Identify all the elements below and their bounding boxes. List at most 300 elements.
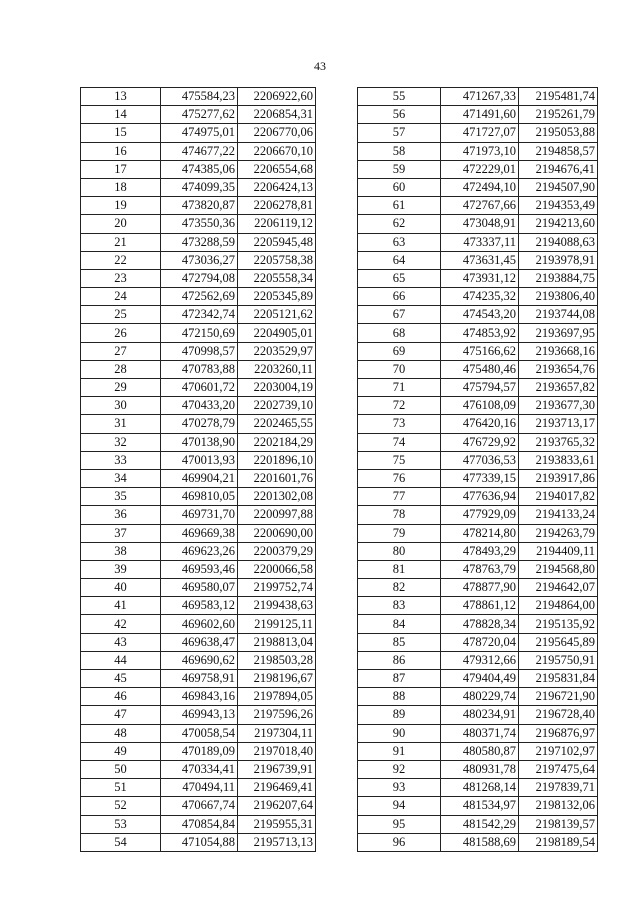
point-number-cell: 42 — [81, 615, 161, 633]
x-coordinate-cell: 470189,09 — [161, 742, 238, 760]
table-row — [81, 379, 316, 397]
y-coordinate-cell: 2195645,89 — [519, 633, 598, 651]
x-coordinate-cell: 473337,11 — [441, 233, 519, 251]
y-coordinate-cell: 2193713,17 — [519, 415, 598, 433]
y-coordinate-cell: 2197894,05 — [238, 688, 316, 706]
x-coordinate-cell: 473288,59 — [161, 233, 238, 251]
point-number-cell: 28 — [81, 360, 161, 378]
point-number-cell: 85 — [358, 633, 441, 651]
y-coordinate-cell: 2206554,68 — [238, 160, 316, 178]
point-number-cell: 34 — [81, 469, 161, 487]
point-number-cell: 79 — [358, 524, 441, 542]
x-coordinate-cell: 474853,92 — [441, 324, 519, 342]
table-row — [81, 670, 316, 688]
point-number-cell: 45 — [81, 670, 161, 688]
y-coordinate-cell: 2194409,11 — [519, 542, 598, 560]
x-coordinate-cell: 469843,16 — [161, 688, 238, 706]
point-number-cell: 82 — [358, 579, 441, 597]
x-coordinate-cell: 478720,04 — [441, 633, 519, 651]
x-coordinate-cell: 472150,69 — [161, 324, 238, 342]
y-coordinate-cell: 2193884,75 — [519, 269, 598, 287]
point-number-cell: 89 — [358, 706, 441, 724]
point-number-cell: 47 — [81, 706, 161, 724]
point-number-cell: 21 — [81, 233, 161, 251]
y-coordinate-cell: 2194507,90 — [519, 178, 598, 196]
y-coordinate-cell: 2195481,74 — [519, 88, 598, 106]
table-row — [81, 579, 316, 597]
x-coordinate-cell: 481542,29 — [441, 815, 519, 833]
table-row — [81, 342, 316, 360]
table-row — [358, 615, 598, 633]
y-coordinate-cell: 2196739,91 — [238, 760, 316, 778]
point-number-cell: 37 — [81, 524, 161, 542]
x-coordinate-cell: 469669,38 — [161, 524, 238, 542]
y-coordinate-cell: 2205758,38 — [238, 251, 316, 269]
y-coordinate-cell: 2196721,90 — [519, 688, 598, 706]
table-row — [81, 506, 316, 524]
x-coordinate-cell: 469810,05 — [161, 488, 238, 506]
table-row — [358, 342, 598, 360]
y-coordinate-cell: 2197475,64 — [519, 760, 598, 778]
x-coordinate-cell: 470013,93 — [161, 451, 238, 469]
point-number-cell: 48 — [81, 724, 161, 742]
table-row — [358, 833, 598, 851]
table-row — [81, 178, 316, 196]
y-coordinate-cell: 2196876,97 — [519, 724, 598, 742]
table-row — [358, 506, 598, 524]
table-row — [358, 488, 598, 506]
x-coordinate-cell: 474099,35 — [161, 178, 238, 196]
y-coordinate-cell: 2199752,74 — [238, 579, 316, 597]
point-number-cell: 58 — [358, 142, 441, 160]
point-number-cell: 40 — [81, 579, 161, 597]
y-coordinate-cell: 2200997,88 — [238, 506, 316, 524]
table-row — [81, 197, 316, 215]
table-row — [358, 269, 598, 287]
y-coordinate-cell: 2203004,19 — [238, 379, 316, 397]
table-row — [81, 251, 316, 269]
point-number-cell: 71 — [358, 379, 441, 397]
table-row — [358, 360, 598, 378]
x-coordinate-cell: 469593,46 — [161, 560, 238, 578]
y-coordinate-cell: 2194858,57 — [519, 142, 598, 160]
y-coordinate-cell: 2202184,29 — [238, 433, 316, 451]
y-coordinate-cell: 2193657,82 — [519, 379, 598, 397]
point-number-cell: 81 — [358, 560, 441, 578]
point-number-cell: 29 — [81, 379, 161, 397]
x-coordinate-cell: 478214,80 — [441, 524, 519, 542]
point-number-cell: 84 — [358, 615, 441, 633]
point-number-cell: 32 — [81, 433, 161, 451]
point-number-cell: 13 — [81, 88, 161, 106]
point-number-cell: 26 — [81, 324, 161, 342]
table-row — [81, 288, 316, 306]
x-coordinate-cell: 480931,78 — [441, 760, 519, 778]
x-coordinate-cell: 471054,88 — [161, 833, 238, 851]
x-coordinate-cell: 480234,91 — [441, 706, 519, 724]
point-number-cell: 66 — [358, 288, 441, 306]
x-coordinate-cell: 480229,74 — [441, 688, 519, 706]
y-coordinate-cell: 2195750,91 — [519, 651, 598, 669]
y-coordinate-cell: 2201601,76 — [238, 469, 316, 487]
x-coordinate-cell: 474975,01 — [161, 124, 238, 142]
point-number-cell: 55 — [358, 88, 441, 106]
point-number-cell: 60 — [358, 178, 441, 196]
x-coordinate-cell: 473550,36 — [161, 215, 238, 233]
point-number-cell: 39 — [81, 560, 161, 578]
point-number-cell: 23 — [81, 269, 161, 287]
x-coordinate-cell: 472562,69 — [161, 288, 238, 306]
table-row — [81, 815, 316, 833]
y-coordinate-cell: 2193978,91 — [519, 251, 598, 269]
y-coordinate-cell: 2197839,71 — [519, 779, 598, 797]
x-coordinate-cell: 473820,87 — [161, 197, 238, 215]
table-row — [358, 233, 598, 251]
table-row — [358, 288, 598, 306]
x-coordinate-cell: 469602,60 — [161, 615, 238, 633]
table-row — [81, 106, 316, 124]
table-row — [81, 542, 316, 560]
point-number-cell: 83 — [358, 597, 441, 615]
x-coordinate-cell: 474677,22 — [161, 142, 238, 160]
y-coordinate-cell: 2194642,07 — [519, 579, 598, 597]
table-row — [358, 579, 598, 597]
table-row — [358, 724, 598, 742]
y-coordinate-cell: 2193765,32 — [519, 433, 598, 451]
y-coordinate-cell: 2194568,80 — [519, 560, 598, 578]
table-row — [81, 469, 316, 487]
table-row — [81, 724, 316, 742]
x-coordinate-cell: 478877,90 — [441, 579, 519, 597]
x-coordinate-cell: 480580,87 — [441, 742, 519, 760]
point-number-cell: 22 — [81, 251, 161, 269]
y-coordinate-cell: 2204905,01 — [238, 324, 316, 342]
x-coordinate-cell: 478493,29 — [441, 542, 519, 560]
point-number-cell: 61 — [358, 197, 441, 215]
y-coordinate-cell: 2193677,30 — [519, 397, 598, 415]
x-coordinate-cell: 480371,74 — [441, 724, 519, 742]
point-number-cell: 95 — [358, 815, 441, 833]
table-row — [358, 706, 598, 724]
point-number-cell: 14 — [81, 106, 161, 124]
y-coordinate-cell: 2198503,28 — [238, 651, 316, 669]
x-coordinate-cell: 469623,26 — [161, 542, 238, 560]
table-row — [358, 215, 598, 233]
point-number-cell: 27 — [81, 342, 161, 360]
table-row — [81, 797, 316, 815]
y-coordinate-cell: 2198139,57 — [519, 815, 598, 833]
point-number-cell: 62 — [358, 215, 441, 233]
y-coordinate-cell: 2193668,16 — [519, 342, 598, 360]
table-row — [358, 688, 598, 706]
point-number-cell: 51 — [81, 779, 161, 797]
table-row — [81, 160, 316, 178]
y-coordinate-cell: 2193654,76 — [519, 360, 598, 378]
y-coordinate-cell: 2197018,40 — [238, 742, 316, 760]
table-row — [81, 779, 316, 797]
y-coordinate-cell: 2206854,31 — [238, 106, 316, 124]
y-coordinate-cell: 2203529,97 — [238, 342, 316, 360]
x-coordinate-cell: 472794,08 — [161, 269, 238, 287]
point-number-cell: 90 — [358, 724, 441, 742]
y-coordinate-cell: 2206424,13 — [238, 178, 316, 196]
table-row — [358, 160, 598, 178]
y-coordinate-cell: 2197102,97 — [519, 742, 598, 760]
point-number-cell: 15 — [81, 124, 161, 142]
x-coordinate-cell: 470998,57 — [161, 342, 238, 360]
y-coordinate-cell: 2193806,40 — [519, 288, 598, 306]
x-coordinate-cell: 470494,11 — [161, 779, 238, 797]
y-coordinate-cell: 2195713,13 — [238, 833, 316, 851]
table-row — [358, 633, 598, 651]
x-coordinate-cell: 481268,14 — [441, 779, 519, 797]
x-coordinate-cell: 477036,53 — [441, 451, 519, 469]
x-coordinate-cell: 469943,13 — [161, 706, 238, 724]
point-number-cell: 93 — [358, 779, 441, 797]
x-coordinate-cell: 470601,72 — [161, 379, 238, 397]
table-row — [81, 633, 316, 651]
y-coordinate-cell: 2200379,29 — [238, 542, 316, 560]
x-coordinate-cell: 477929,09 — [441, 506, 519, 524]
table-row — [81, 688, 316, 706]
y-coordinate-cell: 2203260,11 — [238, 360, 316, 378]
y-coordinate-cell: 2195135,92 — [519, 615, 598, 633]
point-number-cell: 20 — [81, 215, 161, 233]
x-coordinate-cell: 473036,27 — [161, 251, 238, 269]
x-coordinate-cell: 471267,33 — [441, 88, 519, 106]
table-row — [358, 760, 598, 778]
x-coordinate-cell: 478828,34 — [441, 615, 519, 633]
point-number-cell: 53 — [81, 815, 161, 833]
table-row — [358, 415, 598, 433]
point-number-cell: 78 — [358, 506, 441, 524]
y-coordinate-cell: 2193744,08 — [519, 306, 598, 324]
x-coordinate-cell: 475480,46 — [441, 360, 519, 378]
point-number-cell: 19 — [81, 197, 161, 215]
y-coordinate-cell: 2206119,12 — [238, 215, 316, 233]
table-row — [358, 560, 598, 578]
table-row — [358, 542, 598, 560]
x-coordinate-cell: 474385,06 — [161, 160, 238, 178]
point-number-cell: 25 — [81, 306, 161, 324]
x-coordinate-cell: 476420,16 — [441, 415, 519, 433]
x-coordinate-cell: 475277,62 — [161, 106, 238, 124]
y-coordinate-cell: 2202465,55 — [238, 415, 316, 433]
y-coordinate-cell: 2206670,10 — [238, 142, 316, 160]
table-row — [81, 415, 316, 433]
table-row — [358, 142, 598, 160]
point-number-cell: 30 — [81, 397, 161, 415]
table-row — [358, 106, 598, 124]
table-row — [358, 469, 598, 487]
table-row — [81, 142, 316, 160]
x-coordinate-cell: 475166,62 — [441, 342, 519, 360]
x-coordinate-cell: 479312,66 — [441, 651, 519, 669]
table-row — [358, 251, 598, 269]
table-row — [358, 742, 598, 760]
table-row — [358, 178, 598, 196]
y-coordinate-cell: 2194133,24 — [519, 506, 598, 524]
y-coordinate-cell: 2200066,58 — [238, 560, 316, 578]
table-row — [358, 797, 598, 815]
table-row — [358, 433, 598, 451]
y-coordinate-cell: 2202739,10 — [238, 397, 316, 415]
table-row — [81, 560, 316, 578]
table-row — [358, 779, 598, 797]
table-row — [81, 124, 316, 142]
table-row — [81, 488, 316, 506]
table-row — [81, 524, 316, 542]
y-coordinate-cell: 2194676,41 — [519, 160, 598, 178]
x-coordinate-cell: 470667,74 — [161, 797, 238, 815]
y-coordinate-cell: 2205121,62 — [238, 306, 316, 324]
y-coordinate-cell: 2197304,11 — [238, 724, 316, 742]
table-row — [81, 269, 316, 287]
x-coordinate-cell: 470783,88 — [161, 360, 238, 378]
y-coordinate-cell: 2193917,86 — [519, 469, 598, 487]
table-row — [81, 615, 316, 633]
table-row — [81, 324, 316, 342]
point-number-cell: 56 — [358, 106, 441, 124]
x-coordinate-cell: 476729,92 — [441, 433, 519, 451]
table-row — [81, 233, 316, 251]
x-coordinate-cell: 474235,32 — [441, 288, 519, 306]
point-number-cell: 43 — [81, 633, 161, 651]
point-number-cell: 75 — [358, 451, 441, 469]
x-coordinate-cell: 470433,20 — [161, 397, 238, 415]
point-number-cell: 87 — [358, 670, 441, 688]
x-coordinate-cell: 481588,69 — [441, 833, 519, 851]
point-number-cell: 18 — [81, 178, 161, 196]
x-coordinate-cell: 469690,62 — [161, 651, 238, 669]
x-coordinate-cell: 470278,79 — [161, 415, 238, 433]
x-coordinate-cell: 469638,47 — [161, 633, 238, 651]
point-number-cell: 16 — [81, 142, 161, 160]
table-row — [358, 379, 598, 397]
table-row — [358, 524, 598, 542]
table-row — [81, 215, 316, 233]
table-row — [358, 451, 598, 469]
point-number-cell: 63 — [358, 233, 441, 251]
y-coordinate-cell: 2199125,11 — [238, 615, 316, 633]
table-row — [358, 197, 598, 215]
y-coordinate-cell: 2198132,06 — [519, 797, 598, 815]
x-coordinate-cell: 470854,84 — [161, 815, 238, 833]
table-row — [358, 124, 598, 142]
table-row — [81, 833, 316, 851]
x-coordinate-cell: 469731,70 — [161, 506, 238, 524]
x-coordinate-cell: 470138,90 — [161, 433, 238, 451]
table-row — [81, 597, 316, 615]
point-number-cell: 88 — [358, 688, 441, 706]
y-coordinate-cell: 2205945,48 — [238, 233, 316, 251]
table-row — [81, 306, 316, 324]
y-coordinate-cell: 2198196,67 — [238, 670, 316, 688]
point-number-cell: 68 — [358, 324, 441, 342]
y-coordinate-cell: 2194088,63 — [519, 233, 598, 251]
x-coordinate-cell: 469904,21 — [161, 469, 238, 487]
y-coordinate-cell: 2205558,34 — [238, 269, 316, 287]
x-coordinate-cell: 477636,94 — [441, 488, 519, 506]
point-number-cell: 77 — [358, 488, 441, 506]
x-coordinate-cell: 477339,15 — [441, 469, 519, 487]
point-number-cell: 64 — [358, 251, 441, 269]
table-row — [358, 597, 598, 615]
x-coordinate-cell: 472229,01 — [441, 160, 519, 178]
point-number-cell: 44 — [81, 651, 161, 669]
table-row — [358, 306, 598, 324]
table-row — [81, 760, 316, 778]
point-number-cell: 86 — [358, 651, 441, 669]
table-row — [81, 88, 316, 106]
point-number-cell: 67 — [358, 306, 441, 324]
table-row — [81, 433, 316, 451]
table-row — [358, 651, 598, 669]
point-number-cell: 74 — [358, 433, 441, 451]
x-coordinate-cell: 475584,23 — [161, 88, 238, 106]
y-coordinate-cell: 2195955,31 — [238, 815, 316, 833]
coordinates-table-left — [80, 87, 316, 852]
y-coordinate-cell: 2206922,60 — [238, 88, 316, 106]
point-number-cell: 54 — [81, 833, 161, 851]
x-coordinate-cell: 469580,07 — [161, 579, 238, 597]
y-coordinate-cell: 2193697,95 — [519, 324, 598, 342]
point-number-cell: 65 — [358, 269, 441, 287]
y-coordinate-cell: 2194213,60 — [519, 215, 598, 233]
point-number-cell: 96 — [358, 833, 441, 851]
table-row — [81, 706, 316, 724]
table-row — [358, 670, 598, 688]
table-row — [358, 324, 598, 342]
y-coordinate-cell: 2194017,82 — [519, 488, 598, 506]
x-coordinate-cell: 470334,41 — [161, 760, 238, 778]
y-coordinate-cell: 2200690,00 — [238, 524, 316, 542]
y-coordinate-cell: 2196207,64 — [238, 797, 316, 815]
point-number-cell: 36 — [81, 506, 161, 524]
x-coordinate-cell: 472342,74 — [161, 306, 238, 324]
x-coordinate-cell: 471491,60 — [441, 106, 519, 124]
coordinates-table-right — [357, 87, 598, 852]
table-row — [81, 397, 316, 415]
y-coordinate-cell: 2196728,40 — [519, 706, 598, 724]
y-coordinate-cell: 2196469,41 — [238, 779, 316, 797]
y-coordinate-cell: 2206770,06 — [238, 124, 316, 142]
point-number-cell: 49 — [81, 742, 161, 760]
x-coordinate-cell: 469758,91 — [161, 670, 238, 688]
point-number-cell: 73 — [358, 415, 441, 433]
table-row — [81, 360, 316, 378]
point-number-cell: 80 — [358, 542, 441, 560]
point-number-cell: 41 — [81, 597, 161, 615]
point-number-cell: 94 — [358, 797, 441, 815]
point-number-cell: 52 — [81, 797, 161, 815]
table-row — [81, 451, 316, 469]
x-coordinate-cell: 472494,10 — [441, 178, 519, 196]
point-number-cell: 72 — [358, 397, 441, 415]
y-coordinate-cell: 2194263,79 — [519, 524, 598, 542]
point-number-cell: 46 — [81, 688, 161, 706]
x-coordinate-cell: 474543,20 — [441, 306, 519, 324]
point-number-cell: 91 — [358, 742, 441, 760]
x-coordinate-cell: 471973,10 — [441, 142, 519, 160]
x-coordinate-cell: 473931,12 — [441, 269, 519, 287]
point-number-cell: 35 — [81, 488, 161, 506]
table-row — [81, 651, 316, 669]
y-coordinate-cell: 2194864,00 — [519, 597, 598, 615]
point-number-cell: 57 — [358, 124, 441, 142]
x-coordinate-cell: 475794,57 — [441, 379, 519, 397]
x-coordinate-cell: 478763,79 — [441, 560, 519, 578]
